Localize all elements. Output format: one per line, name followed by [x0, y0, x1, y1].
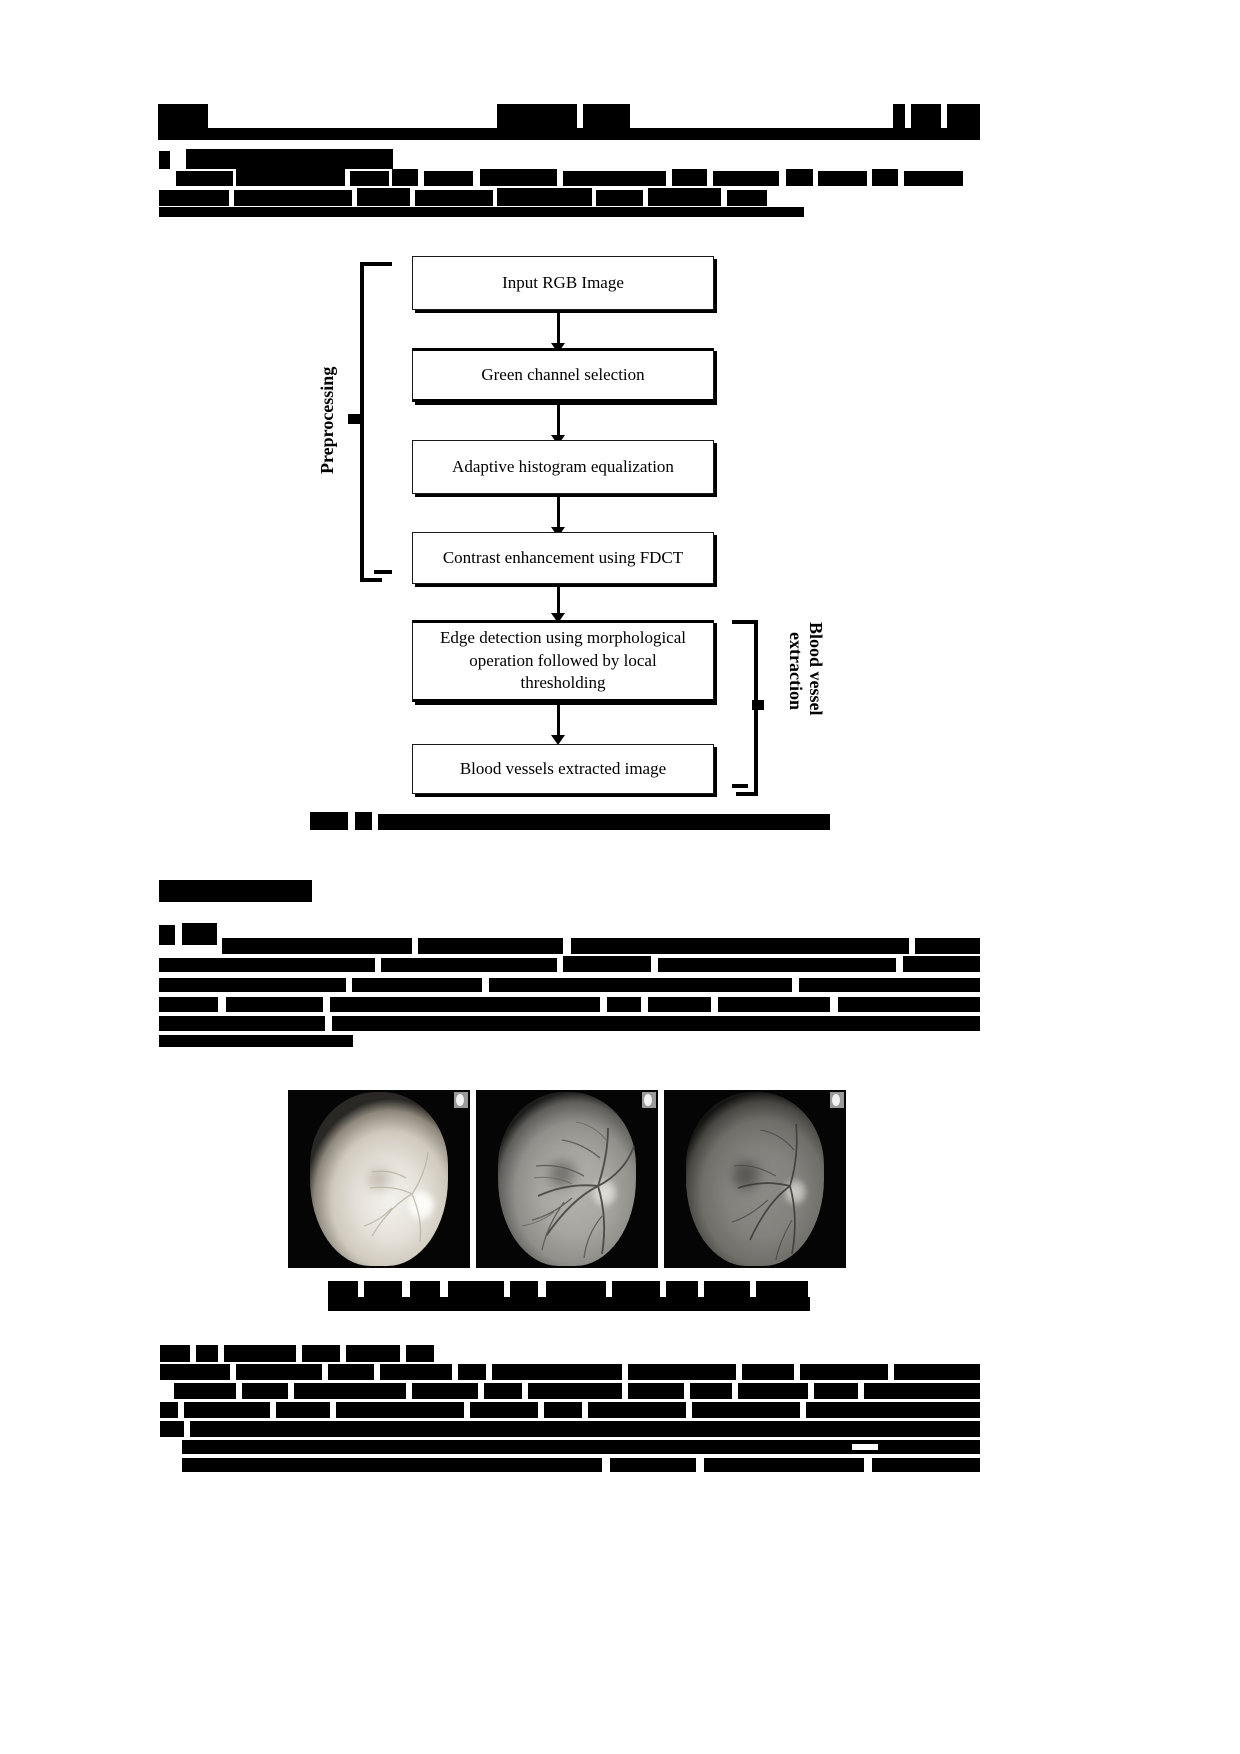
redacted-bar	[470, 1402, 538, 1418]
redacted-bar	[628, 1383, 684, 1399]
vessel-tree	[476, 1090, 658, 1268]
redacted-bar	[378, 814, 830, 830]
redacted-bar	[276, 1402, 330, 1418]
redacted-bar	[742, 1364, 794, 1380]
redacted-bar	[226, 997, 323, 1012]
redacted-bar	[612, 1281, 660, 1297]
redacted-bar	[915, 938, 980, 954]
redacted-bar	[666, 1281, 698, 1297]
redacted-bar	[380, 1364, 452, 1380]
preprocessing-bracket	[360, 262, 382, 582]
flow-box-label-line1: Edge detection using morphological	[440, 628, 686, 648]
flow-box-green-channel-selection	[412, 348, 714, 402]
redacted-bar	[222, 938, 412, 954]
redacted-bar	[355, 812, 372, 830]
redacted-bar	[588, 1402, 686, 1418]
redacted-bar	[352, 978, 482, 992]
flow-box-blood-vessels-extracted-image	[412, 744, 714, 794]
redacted-bar	[332, 1016, 980, 1031]
redacted-bar	[160, 1345, 190, 1362]
redacted-bar	[800, 1364, 888, 1380]
redacted-bar	[690, 1383, 732, 1399]
redacted-bar	[510, 1281, 538, 1297]
redacted-bar	[328, 1281, 358, 1297]
redacted-bar	[799, 978, 980, 992]
redacted-bar	[458, 1364, 486, 1380]
redacted-bar	[864, 1383, 980, 1399]
redacted-bar	[628, 1364, 736, 1380]
redacted-bar	[330, 997, 600, 1012]
redacted-bar	[838, 997, 980, 1012]
redacted-bar	[607, 997, 641, 1012]
fundus-image-panel-c	[664, 1090, 846, 1268]
redacted-bar	[692, 1402, 800, 1418]
flow-box-label: Input RGB Image	[502, 272, 624, 292]
redacted-bar	[738, 1383, 808, 1399]
redacted-bar	[648, 997, 711, 1012]
flow-box-label: Green channel selection	[481, 364, 645, 384]
flow-box-label: Contrast enhancement using FDCT	[442, 547, 684, 567]
redacted-bar	[448, 1281, 504, 1297]
redacted-bar	[704, 1458, 864, 1472]
flow-box-label	[440, 627, 686, 694]
redacted-bar	[160, 1421, 184, 1437]
preprocessing-bracket-tip-top	[374, 262, 392, 266]
preprocessing-label: Preprocessing	[317, 366, 337, 474]
blood-vessel-bracket-tip-top	[732, 620, 748, 624]
redacted-bar	[406, 1345, 434, 1362]
redacted-bar	[544, 1402, 582, 1418]
redacted-bar	[658, 958, 896, 972]
blood-vessel-extraction-label-line2: extraction	[786, 632, 806, 710]
redacted-bar	[159, 925, 175, 945]
redacted-bar	[492, 1364, 622, 1380]
fundus-image-panel-a	[288, 1090, 470, 1268]
flow-box-input-rgb-image	[412, 256, 714, 310]
redacted-bar	[563, 956, 651, 972]
flow-box-contrast-enhancement-fdct	[412, 532, 714, 584]
redacted-bar	[184, 1402, 270, 1418]
redacted-bar	[346, 1345, 400, 1362]
redacted-bar	[160, 1402, 178, 1418]
preprocessing-bracket-tip-bottom	[374, 570, 392, 574]
redacted-bar	[328, 1297, 810, 1311]
redacted-bar	[806, 1402, 980, 1418]
blood-vessel-bracket-mid	[752, 700, 764, 710]
flow-box-label-line3: thresholding	[520, 673, 606, 693]
redacted-bar	[159, 880, 312, 902]
redacted-bar	[328, 1364, 374, 1380]
redacted-bar	[190, 1421, 980, 1437]
redacted-bar	[336, 1402, 464, 1418]
redacted-bar	[412, 1383, 478, 1399]
blood-vessel-bracket-tip-bottom	[732, 784, 748, 788]
flow-box-label: Adaptive histogram equalization	[452, 456, 674, 476]
redacted-bar	[894, 1364, 980, 1380]
preprocessing-bracket-mid	[348, 414, 362, 424]
redacted-bar	[159, 958, 375, 972]
redacted-bar	[160, 1364, 230, 1380]
flow-box-label-line2: operation followed by local	[469, 650, 657, 670]
redacted-bar	[484, 1383, 522, 1399]
redacted-bar	[159, 997, 218, 1012]
redacted-bar	[872, 1458, 980, 1472]
redacted-bar	[418, 938, 563, 954]
redacted-bar	[756, 1281, 808, 1297]
redacted-bar	[236, 1364, 322, 1380]
vessel-tree	[664, 1090, 846, 1268]
redacted-bar	[196, 1345, 218, 1362]
redacted-bar	[174, 1383, 236, 1399]
redacted-bar	[159, 1035, 353, 1047]
redacted-bar	[159, 1016, 325, 1031]
redacted-bar	[224, 1345, 296, 1362]
redacted-bar	[410, 1281, 440, 1297]
redacted-bar	[610, 1458, 696, 1472]
image-corner-marker	[832, 1094, 840, 1106]
redacted-bar	[546, 1281, 606, 1297]
vessel-tree	[288, 1090, 470, 1268]
redacted-bar	[718, 997, 830, 1012]
redacted-bar	[242, 1383, 288, 1399]
redacted-bar	[704, 1281, 750, 1297]
redacted-bar	[302, 1345, 340, 1362]
redacted-bar	[814, 1383, 858, 1399]
redacted-bar	[294, 1383, 406, 1399]
redacted-bar	[310, 812, 348, 830]
blood-vessel-extraction-label-line1: Blood vessel	[806, 622, 826, 716]
redacted-bar	[852, 1444, 878, 1450]
fundus-image-row	[288, 1090, 846, 1268]
fundus-image-panel-b	[476, 1090, 658, 1268]
redacted-bar	[381, 958, 557, 972]
redacted-bar	[528, 1383, 622, 1399]
image-corner-marker	[644, 1094, 652, 1106]
redacted-bar	[159, 978, 346, 992]
redacted-bar	[182, 923, 217, 945]
redacted-bar	[182, 1458, 602, 1472]
redacted-bar	[364, 1281, 402, 1297]
redacted-bar	[489, 978, 792, 992]
flow-box-edge-detection	[412, 620, 714, 702]
redacted-bar	[903, 956, 980, 972]
redacted-bar	[571, 938, 909, 954]
flow-box-label: Blood vessels extracted image	[459, 758, 667, 778]
flow-box-adaptive-histogram-equalization	[412, 440, 714, 494]
image-corner-marker	[456, 1094, 464, 1106]
